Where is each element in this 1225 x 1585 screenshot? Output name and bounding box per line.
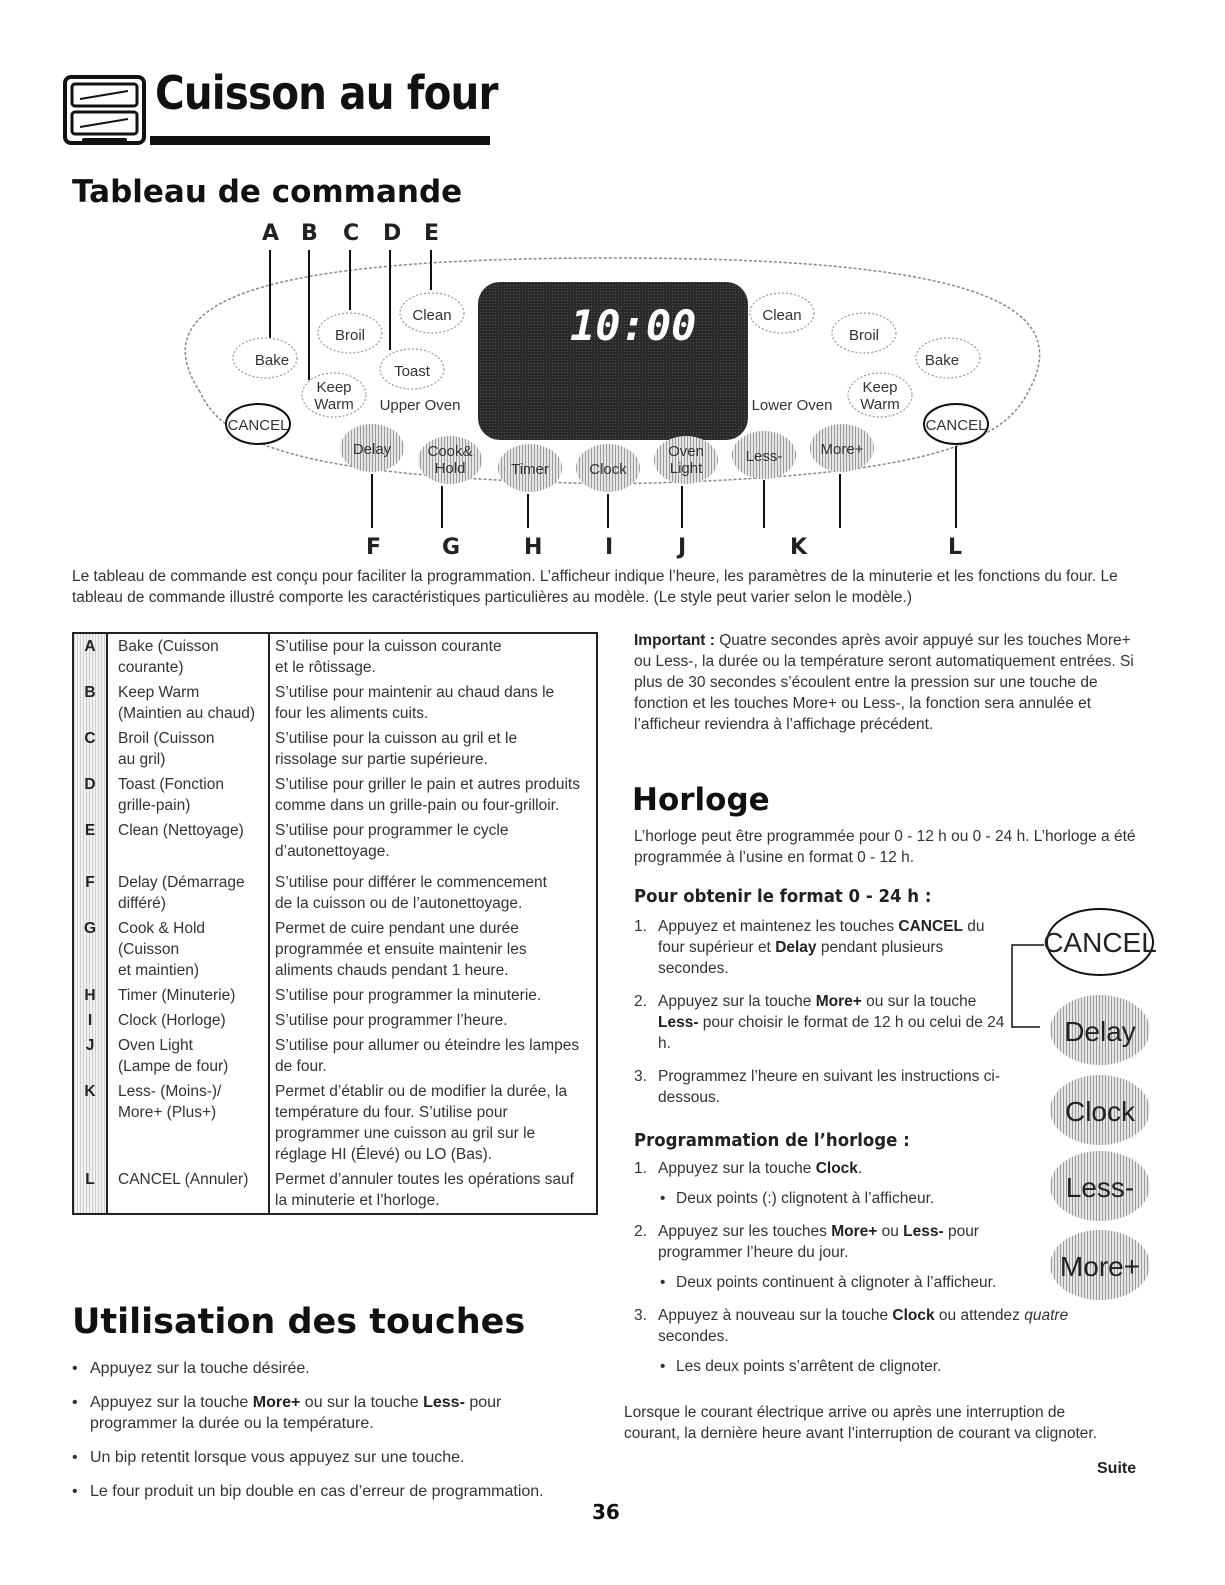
side-less-button: Less-: [1065, 1172, 1135, 1203]
clean-button-upper: Clean: [412, 307, 452, 324]
feature-key: L: [73, 1167, 107, 1214]
letter-l: L: [948, 535, 963, 560]
table-row: [73, 633, 597, 680]
bake-button-lower: Bake: [924, 352, 960, 369]
feature-name: Keep Warm (Maintien au chaud): [107, 680, 269, 726]
feature-description: S’utilise pour programmer le cycle d’autonettoyage.: [275, 822, 509, 860]
clock-intro: L’horloge peut être programmée pour 0 - 12 h ou 0 - 24 h. L’horloge a été programmée à l’usine en format 0 - 12 h.: [634, 828, 1136, 866]
feature-key: A: [73, 633, 107, 680]
letter-g: G: [442, 535, 461, 560]
oven-light-button-oven: Oven: [668, 443, 704, 460]
feature-key: K: [73, 1079, 107, 1167]
feature-key: B: [73, 680, 107, 726]
letter-k: K: [790, 535, 808, 560]
cancel-button-upper: CANCEL: [227, 417, 289, 434]
page-number: 36: [592, 1500, 620, 1524]
cook-hold-button-hold: Hold: [434, 460, 466, 477]
letter-b: B: [301, 221, 318, 246]
table-row: [73, 818, 597, 864]
list-item: 2. Appuyez sur la touche More+ ou sur la touche Less- pour choisir le format de 12 h ou celui de 24 h.: [634, 993, 1005, 1052]
feature-name: Broil (Cuisson au gril): [107, 726, 269, 772]
display-readout: 10:00: [570, 301, 697, 350]
less-button: Less-: [745, 448, 783, 465]
feature-key: C: [73, 726, 107, 772]
table-row: [73, 1033, 597, 1079]
feature-key: G: [73, 916, 107, 983]
list-item: 3. Appuyez à nouveau sur la touche Clock ou attendez quatre secondes. • Les deux points s’arrêtent de clignoter.: [634, 1305, 1114, 1377]
timer-button: Timer: [511, 461, 549, 478]
feature-name: Less- (Moins-)/ More+ (Plus+): [107, 1079, 269, 1167]
feature-name: Oven Light (Lampe de four): [107, 1033, 269, 1079]
clock-section-title: Horloge: [632, 782, 770, 818]
feature-description: S’utilise pour griller le pain et autres produits comme dans un grille-pain ou four-grilloir.: [275, 776, 580, 814]
feature-name: Clock (Horloge): [107, 1008, 269, 1033]
continued-label: Suite: [1097, 1460, 1137, 1477]
list-item: • Appuyez sur la touche More+ ou sur la touche Less- pour programmer la durée ou la température.: [72, 1392, 592, 1434]
upper-oven-label: Upper Oven: [379, 397, 461, 414]
keep-warm-button-lower-keep: Keep: [862, 379, 898, 396]
feature-key: I: [73, 1008, 107, 1033]
feature-name: Clean (Nettoyage): [107, 818, 269, 864]
feature-description: S’utilise pour la cuisson courante et le rôtissage.: [275, 638, 502, 676]
page-header-title: Cuisson au four: [155, 66, 498, 120]
clean-button-lower: Clean: [762, 307, 802, 324]
top-letters: [262, 221, 439, 246]
feature-table: [72, 632, 598, 1215]
feature-description: S’utilise pour différer le commencement de la cuisson ou de l’autonettoyage.: [275, 874, 547, 912]
list-item: 1. Appuyez et maintenez les touches CANCEL du four supérieur et Delay pendant plusieurs secondes.: [634, 918, 985, 977]
list-item: 1. Appuyez sur la touche Clock. • Deux points (:) clignotent à l’afficheur.: [634, 1158, 1044, 1209]
table-row: [73, 983, 597, 1008]
letter-a: A: [262, 221, 280, 246]
feature-name: Cook & Hold (Cuisson et maintien): [107, 916, 269, 983]
delay-button: Delay: [352, 441, 392, 458]
letter-c: C: [343, 221, 360, 246]
bake-button-upper: Bake: [254, 352, 290, 369]
lower-oven-label: Lower Oven: [751, 397, 833, 414]
letter-d: D: [383, 221, 402, 246]
control-panel-diagram: [0, 0, 1225, 570]
cancel-button-lower: CANCEL: [925, 417, 987, 434]
table-row: [73, 1079, 597, 1167]
keep-warm-button-upper-warm: Warm: [314, 396, 354, 413]
list-item: • Appuyez sur la touche désirée.: [72, 1358, 592, 1379]
feature-key: J: [73, 1033, 107, 1079]
feature-name: Delay (Démarrage différé): [107, 864, 269, 916]
side-clock-button: Clock: [1064, 1096, 1136, 1127]
keep-warm-button-upper-keep: Keep: [316, 379, 352, 396]
table-row: [73, 916, 597, 983]
format-subtitle: Pour obtenir le format 0 - 24 h :: [634, 886, 932, 907]
clock-button: Clock: [589, 461, 627, 478]
table-row: [73, 1008, 597, 1033]
side-more-button: More+: [1059, 1251, 1141, 1282]
keys-list: [72, 1358, 592, 1515]
more-button: More+: [820, 441, 864, 458]
feature-description: S’utilise pour la cuisson au gril et le rissolage sur partie supérieure.: [275, 730, 518, 768]
feature-description: S’utilise pour programmer l’heure.: [275, 1012, 508, 1029]
broil-button-upper: Broil: [334, 327, 366, 344]
feature-key: E: [73, 818, 107, 864]
feature-description: Permet d’annuler toutes les opérations sauf la minuterie et l’horloge.: [275, 1171, 574, 1209]
feature-description: S’utilise pour programmer la minuterie.: [275, 987, 542, 1004]
list-item: 3. Programmez l’heure en suivant les instructions ci-dessous.: [634, 1068, 1000, 1106]
letter-j: J: [678, 535, 687, 560]
set-clock-steps: [634, 1158, 1069, 1389]
keys-section-title: Utilisation des touches: [72, 1302, 526, 1342]
feature-key: D: [73, 772, 107, 818]
feature-description: S’utilise pour allumer ou éteindre les lampes de four.: [275, 1037, 580, 1075]
feature-description: Permet d’établir ou de modifier la durée, la température du four. S’utilise pour programmer une cuisson au gril sur le réglage HI (Élevé) ou LO (Bas).: [275, 1083, 568, 1163]
list-item: • Les deux points s’arrêtent de clignoter.: [658, 1356, 1114, 1377]
table-row: [73, 726, 597, 772]
keep-warm-button-lower-warm: Warm: [860, 396, 900, 413]
table-row: [73, 1167, 597, 1214]
important-note: Important : Quatre secondes après avoir appuyé sur les touches More+ ou Less-, la durée ou la température seront automatiquement entrées. Si plus de 30 secondes s’écoulent entre la pression sur une touche de fonction et les touches More+ ou Less-, la fonction sera annulée et l’afficheur reviendra à l’affichage précédent.: [634, 632, 1134, 733]
power-outage-note: Lorsque le courant électrique arrive ou après une interruption de courant, la dernière heure avant l’interruption de courant va clignoter.: [624, 1404, 1098, 1442]
feature-key: F: [73, 864, 107, 916]
side-delay-button: Delay: [1064, 1016, 1136, 1047]
oven-light-button-light: Light: [669, 460, 703, 477]
feature-key: H: [73, 983, 107, 1008]
table-row: [73, 864, 597, 916]
bottom-letters: [366, 535, 962, 560]
feature-description: S’utilise pour maintenir au chaud dans le four les aliments cuits.: [275, 684, 555, 722]
table-row: [73, 772, 597, 818]
control-panel-intro: Le tableau de commande est conçu pour faciliter la programmation. L’afficheur indique l’heure, les paramètres de la minuterie et les fonctions du four. Le tableau de commande illustré comporte les caractéristiques particulières au modèle. (Le style peut varier selon le modèle.): [72, 568, 1118, 606]
feature-name: Timer (Minuterie): [107, 983, 269, 1008]
list-item: 2. Appuyez sur les touches More+ ou Less- pour programmer l’heure du jour. • Deux points continuent à clignoter à l’afficheur.: [634, 1221, 1044, 1293]
feature-name: CANCEL (Annuler): [107, 1167, 269, 1214]
list-item: • Deux points continuent à clignoter à l’afficheur.: [658, 1272, 1044, 1293]
feature-name: Bake (Cuisson courante): [107, 633, 269, 680]
format-steps: [634, 916, 1014, 1120]
control-panel-title: Tableau de commande: [72, 174, 463, 210]
cook-hold-button-cook: Cook&: [427, 443, 473, 460]
feature-description: Permet de cuire pendant une durée programmée et ensuite maintenir les aliments chauds pendant 1 heure.: [275, 920, 527, 979]
list-item: • Le four produit un bip double en cas d’erreur de programmation.: [72, 1481, 592, 1502]
feature-name: Toast (Fonction grille-pain): [107, 772, 269, 818]
toast-button: Toast: [394, 363, 430, 380]
letter-i: I: [605, 535, 614, 560]
set-clock-subtitle: Programmation de l’horloge :: [634, 1130, 910, 1151]
broil-button-lower: Broil: [848, 327, 880, 344]
letter-h: H: [524, 535, 543, 560]
letter-e: E: [424, 221, 440, 246]
list-item: • Un bip retentit lorsque vous appuyez sur une touche.: [72, 1447, 592, 1468]
side-cancel-button: CANCEL: [1043, 927, 1157, 958]
letter-f: F: [366, 535, 382, 560]
list-item: • Deux points (:) clignotent à l’afficheur.: [658, 1188, 1044, 1209]
side-button-illustrations: [1000, 905, 1225, 1305]
table-row: [73, 680, 597, 726]
